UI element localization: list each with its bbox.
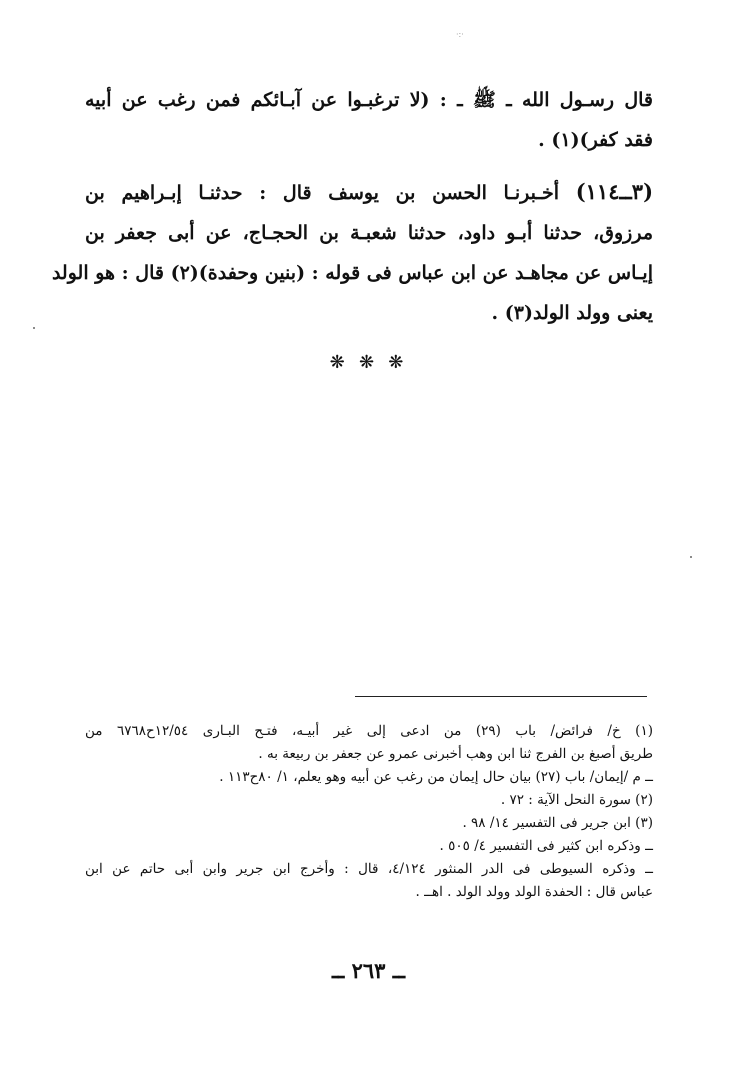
footnote-3-line-2: ــ وذكره ابن كثير فى التفسير ٤/ ٥٠٥ .	[439, 838, 653, 854]
hadith-114-line-4: يعنى وولد الولد(٣) .	[491, 302, 653, 324]
scan-mark: ·:·	[456, 30, 464, 39]
footnote-3: (٣) ابن جرير فى التفسير ١٤/ ٩٨ .	[462, 815, 653, 831]
hadith-113-line-1: قال رسـول الله ـ ﷺ ـ : (لا ترغبـوا عن آبـائكم فمن رغب عن أبيه	[85, 89, 653, 111]
footnote-1-line-2: طريق أصبغ بن الفرج ثنا ابن وهب أخبرنى عمرو عن جعفر بن ربيعة به .	[258, 746, 653, 762]
hadith-113	[85, 80, 653, 160]
footnote-3-line-4: عباس قال : الحفدة الولد وولد الولد . اهــ .	[415, 884, 653, 900]
hadith-114-line-3: إيـاس عن مجاهـد عن ابن عباس فى قوله : (بنين وحفدة)(٢) قال : هو الولد	[51, 262, 653, 284]
footnote-divider	[355, 696, 647, 697]
footnote-1-line-3: ــ م /إيمان/ باب (٢٧) بيان حال إيمان من رغب عن أبيه وهو يعلم، ١/ ٨٠ح١١٣ .	[219, 769, 653, 785]
hadith-114-line-2: مرزوق، حدثنا أبـو داود، حدثنا شعبـة بن الحجـاج، عن أبى جعفر بن	[85, 222, 653, 244]
footnotes	[85, 720, 653, 904]
page-number: ــ ٢٦٣ ــ	[331, 958, 406, 983]
footnote-2: (٢) سورة النحل الآية : ٧٢ .	[500, 792, 653, 808]
hadith-113-line-2: فقد كفر)(١) .	[538, 129, 653, 151]
scan-speck	[33, 327, 35, 329]
section-separator: ❋ ❋ ❋	[329, 352, 408, 373]
footnote-3-line-3: ــ وذكره السيوطى فى الدر المنثور ٤/١٢٤، قال : وأخرج ابن جرير وابن أبى حاتم عن ابن	[85, 861, 653, 877]
hadith-number: (٣ــ١١٤)	[575, 179, 654, 204]
scan-speck	[690, 556, 692, 558]
hadith-114-line-1	[85, 172, 653, 213]
hadith-114	[51, 172, 654, 333]
hadith-114-line-1-text: أخـبرنـا الحسن بن يوسف قال : حدثنـا إبـراهيم بن	[85, 182, 559, 204]
footnote-1-line-1: (١) خ/ فرائض/ باب (٢٩) من ادعى إلى غير أبيـه، فتـح البـارى ١٢/٥٤ح٦٧٦٨ من	[85, 723, 653, 739]
